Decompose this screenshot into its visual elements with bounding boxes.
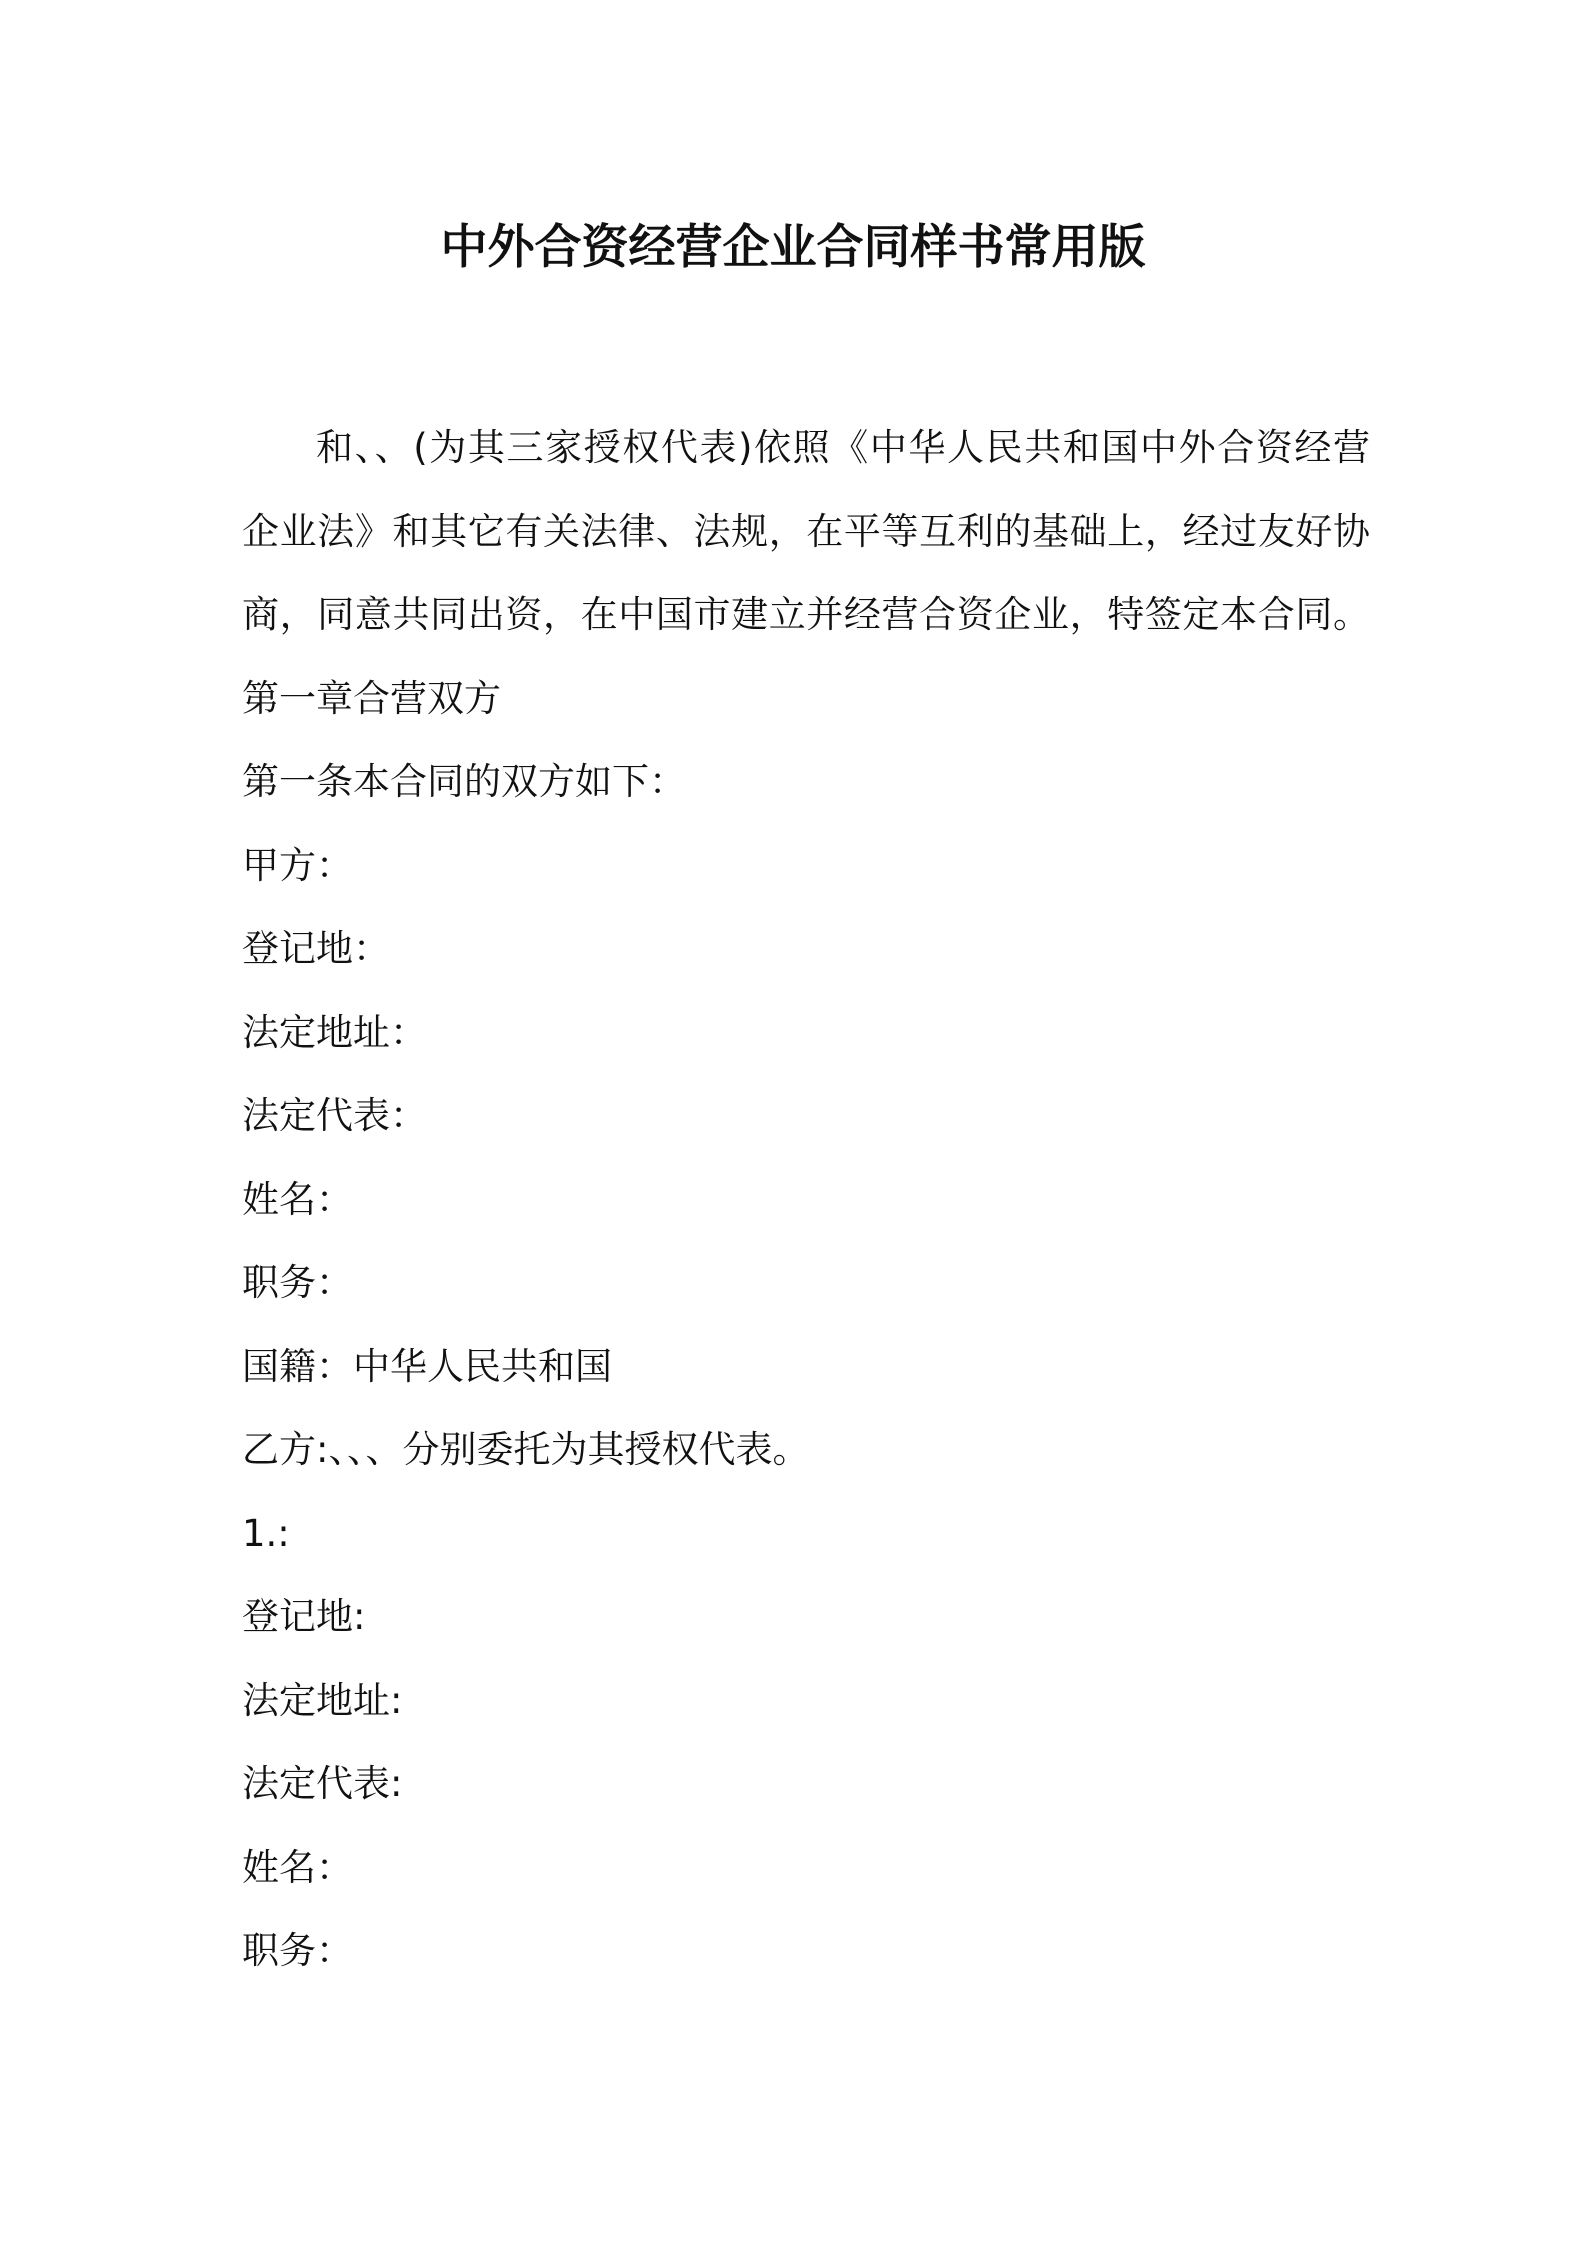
document-title: 中外合资经营企业合同样书常用版 [440,220,1146,275]
party-a-registration: 登记地： [242,927,390,970]
party-a-label: 甲方： [242,843,353,887]
party-b-registration: 登记地: [242,1595,366,1638]
intro-line-2: 企业法》和其它有关法律、法规，在平等互利的基础上，经过友好协 [242,509,1370,553]
party-b-item-1: 1.: [242,1511,290,1555]
party-b-name: 姓名： [242,1845,353,1889]
chapter-heading: 第一章合营双方 [242,676,501,720]
party-b-position: 职务： [242,1929,353,1972]
intro-line-3: 商，同意共同出资，在中国市建立并经营合资企业，特签定本合同。 [242,593,1370,636]
party-a-position: 职务： [242,1261,353,1304]
intro-paragraph [242,406,1370,657]
party-b-legal-address: 法定地址: [242,1678,403,1722]
party-a-legal-representative: 法定代表： [242,1094,427,1137]
party-a-nationality: 国籍：中华人民共和国 [242,1344,612,1388]
party-a-name: 姓名： [242,1177,353,1221]
document-body [242,406,1370,1993]
article-1: 第一条本合同的双方如下： [242,760,686,803]
party-b-legal-representative: 法定代表: [242,1762,403,1805]
intro-line-1: 和、、(为其三家授权代表)依照《中华人民共和国中外合资经营 [316,426,1370,469]
party-a-legal-address: 法定地址： [242,1010,427,1054]
party-b-label: 乙方:、、、分别委托为其授权代表。 [242,1428,810,1471]
